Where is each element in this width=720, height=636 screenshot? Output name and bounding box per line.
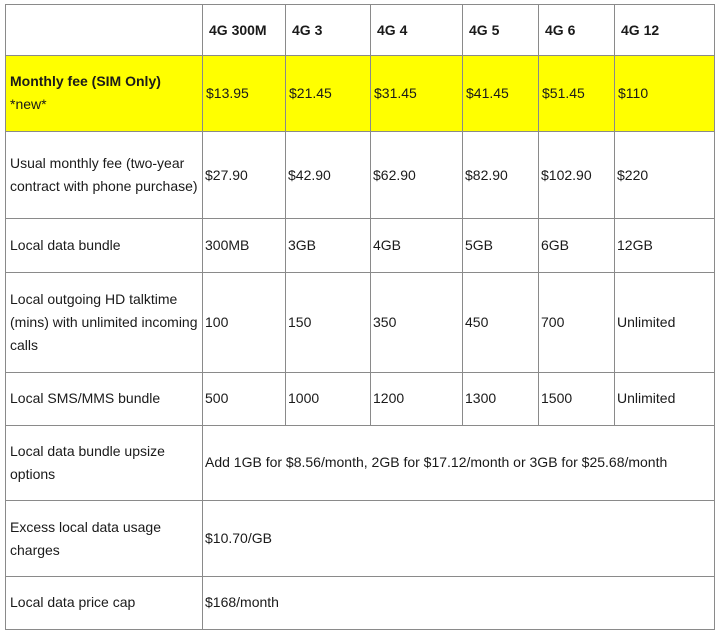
table-cell: 6GB bbox=[539, 219, 615, 272]
table-cell: 3GB bbox=[286, 219, 371, 272]
table-cell: $62.90 bbox=[371, 131, 463, 219]
table-cell: 1500 bbox=[539, 372, 615, 425]
header-row bbox=[6, 5, 715, 56]
row-label: Local SMS/MMS bundle bbox=[6, 372, 203, 425]
spanning-cell: Add 1GB for $8.56/month, 2GB for $17.12/month or 3GB for $25.68/month bbox=[203, 425, 715, 501]
table-row bbox=[6, 219, 715, 272]
column-header: 4G 4 bbox=[371, 5, 463, 56]
row-label: Usual monthly fee (two-year contract with phone purchase) bbox=[6, 131, 203, 219]
column-header: 4G 5 bbox=[463, 5, 539, 56]
table-cell: $51.45 bbox=[539, 56, 615, 132]
table-cell: 1300 bbox=[463, 372, 539, 425]
table-cell: 1200 bbox=[371, 372, 463, 425]
column-header: 4G 300M bbox=[203, 5, 286, 56]
monthly-fee-label: Monthly fee (SIM Only) bbox=[10, 73, 161, 90]
row-label: Local outgoing HD talktime (mins) with unlimited incoming calls bbox=[6, 272, 203, 372]
table-cell: 300MB bbox=[203, 219, 286, 272]
row-label: Local data price cap bbox=[6, 576, 203, 629]
table-cell: 150 bbox=[286, 272, 371, 372]
table-cell: 1000 bbox=[286, 372, 371, 425]
table-cell: Unlimited bbox=[615, 372, 715, 425]
column-header: 4G 12 bbox=[615, 5, 715, 56]
monthly-fee-row bbox=[6, 56, 715, 132]
table-cell: $13.95 bbox=[203, 56, 286, 132]
row-label: Local data bundle upsize options bbox=[6, 425, 203, 501]
table-row bbox=[6, 425, 715, 501]
table-cell: $41.45 bbox=[463, 56, 539, 132]
plan-comparison-table bbox=[5, 4, 715, 630]
table-cell: 500 bbox=[203, 372, 286, 425]
table-cell: 350 bbox=[371, 272, 463, 372]
table-cell: 450 bbox=[463, 272, 539, 372]
column-header: 4G 6 bbox=[539, 5, 615, 56]
row-label: Local data bundle bbox=[6, 219, 203, 272]
table-cell: $27.90 bbox=[203, 131, 286, 219]
table-cell: 700 bbox=[539, 272, 615, 372]
column-header: 4G 3 bbox=[286, 5, 371, 56]
spanning-cell: $10.70/GB bbox=[203, 501, 715, 577]
table-cell: Unlimited bbox=[615, 272, 715, 372]
table-cell: $110 bbox=[615, 56, 715, 132]
table-cell: 12GB bbox=[615, 219, 715, 272]
spanning-cell: $168/month bbox=[203, 576, 715, 629]
row-label bbox=[6, 56, 203, 132]
table-row bbox=[6, 501, 715, 577]
table-cell: $21.45 bbox=[286, 56, 371, 132]
row-label: Excess local data usage charges bbox=[6, 501, 203, 577]
corner-cell bbox=[6, 5, 203, 56]
table-row bbox=[6, 272, 715, 372]
new-tag: *new* bbox=[10, 96, 47, 113]
table-row bbox=[6, 576, 715, 629]
table-cell: 5GB bbox=[463, 219, 539, 272]
table-row bbox=[6, 131, 715, 219]
table-cell: 100 bbox=[203, 272, 286, 372]
table-cell: $102.90 bbox=[539, 131, 615, 219]
table-cell: $42.90 bbox=[286, 131, 371, 219]
table-cell: 4GB bbox=[371, 219, 463, 272]
table-row bbox=[6, 372, 715, 425]
table-cell: $31.45 bbox=[371, 56, 463, 132]
table-cell: $220 bbox=[615, 131, 715, 219]
table-cell: $82.90 bbox=[463, 131, 539, 219]
